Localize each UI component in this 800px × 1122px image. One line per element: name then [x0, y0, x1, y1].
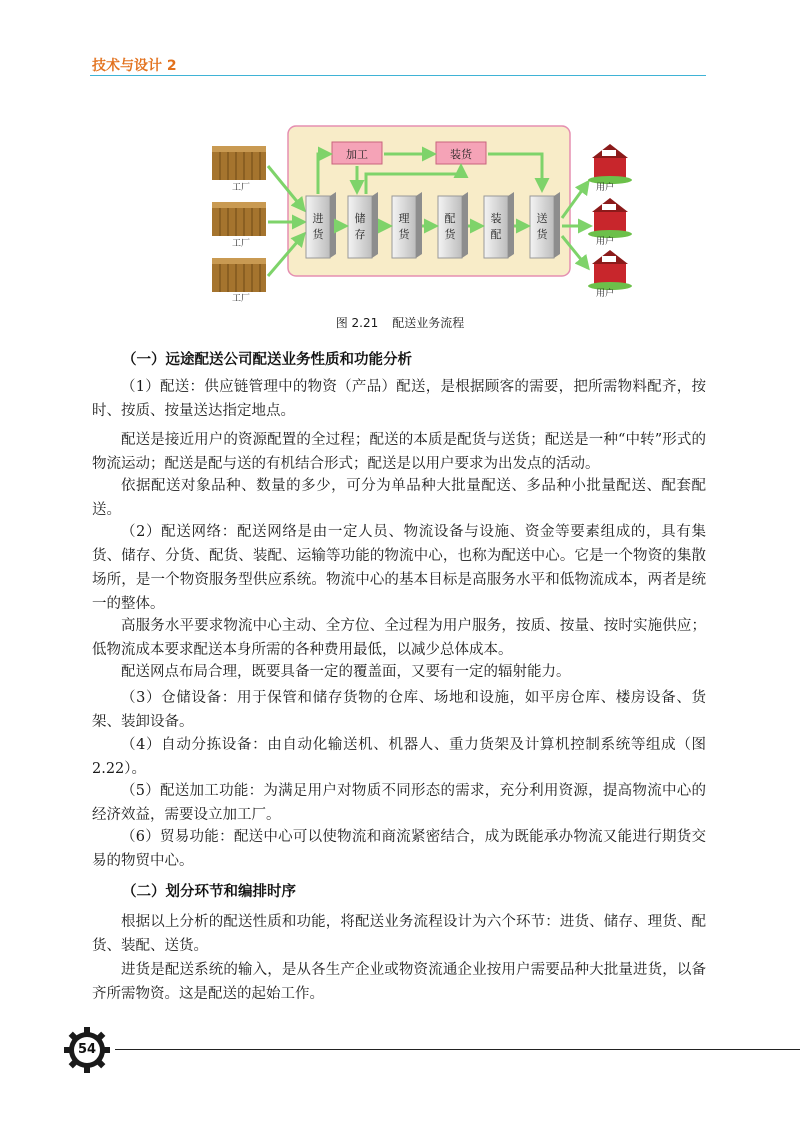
step-label-intake-1: 进 — [312, 212, 324, 225]
step-label-sorting-1: 理 — [398, 212, 410, 225]
factory-1 — [212, 146, 266, 193]
flow-diagram — [200, 118, 640, 308]
paragraph: （2）配送网络：配送网络是由一定人员、物流设备与设施、资金等要素组成的，具有集货、储存、分货、配货、装配、运输等功能的物流中心，也称为配送中心。它是一个物资的集散场所，是一个物资服务型供应系统。物流中心的基本目标是高服务水平和低物流成本，两者是统一的整体。 — [92, 524, 706, 612]
step-label-assembly-1: 装 — [490, 212, 502, 225]
paragraph: （4）自动分拣设备：由自动化输送机、机器人、重力货架及计算机控制系统等组成（图 2.22）。 — [92, 737, 706, 777]
section-heading-2: （二）划分环节和编排时序 — [122, 884, 296, 900]
step-box-sorting — [392, 192, 422, 258]
step-label-sorting-2: 货 — [398, 228, 410, 241]
paragraph: 进货是配送系统的输入，是从各生产企业或物资流通企业按用户需要品种大批量进货，以备齐所需物资。这是配送的起始工作。 — [92, 962, 706, 1002]
step-box-storage — [348, 192, 378, 258]
factory-2 — [212, 202, 266, 249]
step-box-assembly — [484, 192, 514, 258]
factory-label: 工厂 — [232, 183, 251, 193]
paragraph: （5）配送加工功能：为满足用户对物质不同形态的需求，充分利用资源，提高物流中心的经济效益，需要设立加工厂。 — [92, 783, 706, 823]
step-box-picking — [438, 192, 468, 258]
process-label-processing: 加工 — [346, 148, 368, 161]
distribution-flow-figure — [200, 118, 640, 308]
step-label-picking-1: 配 — [444, 212, 456, 225]
user-house-3 — [588, 250, 632, 299]
figure-number: 图 2.21 — [335, 316, 379, 330]
step-label-delivery-2: 货 — [536, 228, 548, 241]
factory-label: 工厂 — [232, 239, 251, 249]
figure-caption — [0, 314, 800, 331]
footer-rule — [115, 1049, 800, 1050]
figure-caption-text: 配送业务流程 — [392, 316, 465, 330]
paragraph: 配送网点布局合理，既要具备一定的覆盖面，又要有一定的辐射能力。 — [121, 664, 571, 680]
step-label-delivery-1: 送 — [536, 212, 548, 225]
step-label-storage-1: 储 — [354, 212, 366, 225]
paragraph: 高服务水平要求物流中心主动、全方位、全过程为用户服务，按质、按量、按时实施供应；低物流成本要求配送本身所需的各种费用最低，以减少总体成本。 — [92, 618, 706, 658]
user-label: 用户 — [596, 183, 615, 193]
user-label: 用户 — [596, 237, 615, 247]
step-label-picking-2: 货 — [444, 228, 456, 241]
factory-3 — [212, 258, 266, 304]
step-label-intake-2: 货 — [312, 228, 324, 241]
factory-label: 工厂 — [232, 294, 251, 304]
step-box-intake — [306, 192, 336, 258]
paragraph: 根据以上分析的配送性质和功能，将配送业务流程设计为六个环节：进货、储存、理货、配货、装配、送货。 — [92, 914, 706, 954]
paragraph: （1）配送：供应链管理中的物资（产品）配送，是根据顾客的需要，把所需物料配齐，按时、按质、按量送达指定地点。 — [92, 379, 706, 419]
header-rule — [90, 75, 706, 76]
paragraph: 依据配送对象品种、数量的多少，可分为单品种大批量配送、多品种小批量配送、配套配送。 — [92, 478, 706, 518]
step-label-storage-2: 存 — [354, 228, 366, 241]
page-number: 54 — [77, 1042, 97, 1057]
step-label-assembly-2: 配 — [490, 228, 502, 241]
user-house-2 — [588, 198, 632, 247]
user-label: 用户 — [596, 289, 615, 299]
process-label-loading: 装货 — [450, 148, 472, 161]
step-box-delivery — [530, 192, 560, 258]
paragraph: （6）贸易功能：配送中心可以使物流和商流紧密结合，成为既能承办物流又能进行期货交易的物贸中心。 — [92, 829, 706, 869]
paragraph: 配送是接近用户的资源配置的全过程；配送的本质是配货与送货；配送是一种“中转”形式的物流运动；配送是配与送的有机结合形式；配送是以用户要求为出发点的活动。 — [92, 432, 706, 472]
user-house-1 — [588, 144, 632, 193]
section-heading-1: （一）远途配送公司配送业务性质和功能分析 — [122, 352, 412, 368]
paragraph: （3）仓储设备：用于保管和储存货物的仓库、场地和设施，如平房仓库、楼房设备、货架、装卸设备。 — [92, 690, 706, 730]
header-title: 技术与设计 2 — [92, 58, 177, 74]
